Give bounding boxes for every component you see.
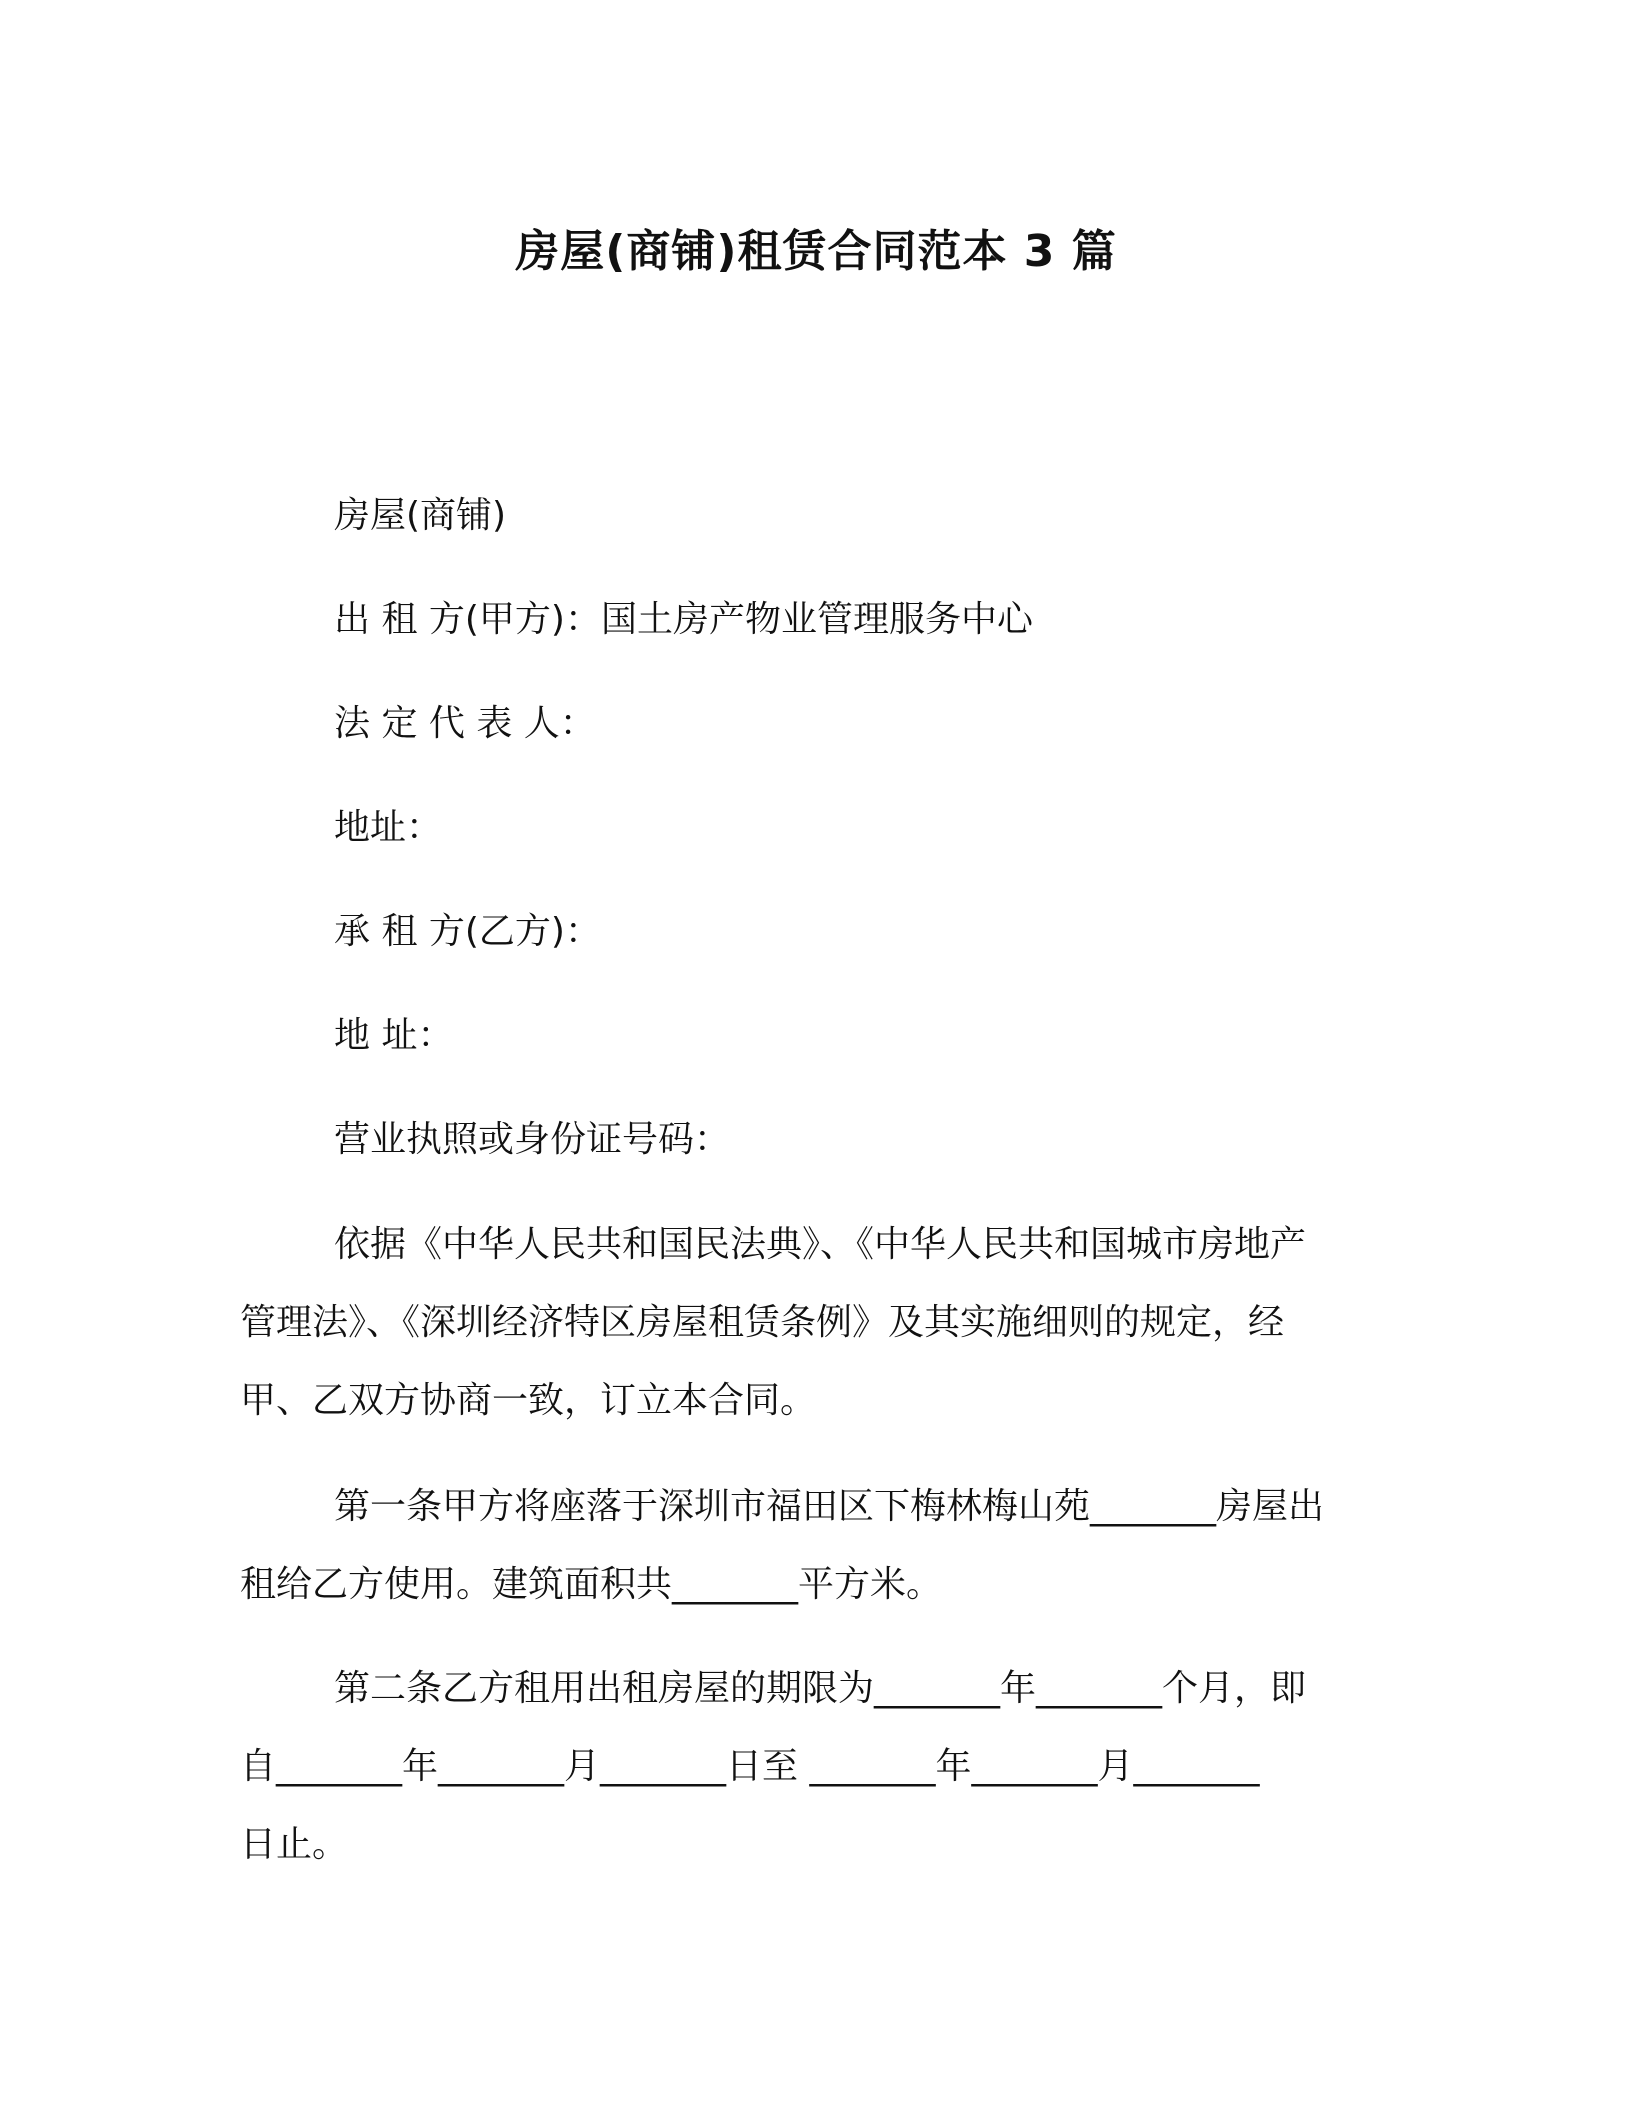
lessor-field: 出 租 方(甲方)：国土房产物业管理服务中心 xyxy=(334,599,1033,640)
legal-representative-field: 法 定 代 表 人： xyxy=(334,703,596,744)
section-heading: 房屋(商铺) xyxy=(334,495,507,536)
lessor-address-field: 地址： xyxy=(334,807,443,848)
paragraph-line: 自_______年_______月_______日至 _______年_______月_______ xyxy=(240,1746,1260,1787)
article-two-paragraph xyxy=(240,1650,1380,1884)
lessee-address-field: 地 址： xyxy=(334,1015,454,1056)
document-title: 房屋(商铺)租赁合同范本 3 篇 xyxy=(515,226,1117,277)
license-id-field: 营业执照或身份证号码： xyxy=(334,1119,731,1160)
lessee-field: 承 租 方(乙方)： xyxy=(334,911,601,952)
paragraph-line: 甲、乙双方协商一致，订立本合同。 xyxy=(240,1380,817,1421)
paragraph-line: 依据《中华人民共和国民法典》、《中华人民共和国城市房地产 xyxy=(334,1224,1307,1265)
paragraph-line: 管理法》、《深圳经济特区房屋租赁条例》及其实施细则的规定，经 xyxy=(240,1302,1285,1343)
paragraph-line: 日止。 xyxy=(240,1824,349,1865)
preamble-paragraph xyxy=(240,1206,1380,1440)
article-one-paragraph xyxy=(240,1468,1380,1624)
paragraph-line: 第二条乙方租用出租房屋的期限为_______年_______个月，即 xyxy=(334,1668,1307,1709)
paragraph-line: 第一条甲方将座落于深圳市福田区下梅林梅山苑_______房屋出 xyxy=(334,1486,1325,1527)
paragraph-line: 租给乙方使用。建筑面积共_______平方米。 xyxy=(240,1564,943,1605)
